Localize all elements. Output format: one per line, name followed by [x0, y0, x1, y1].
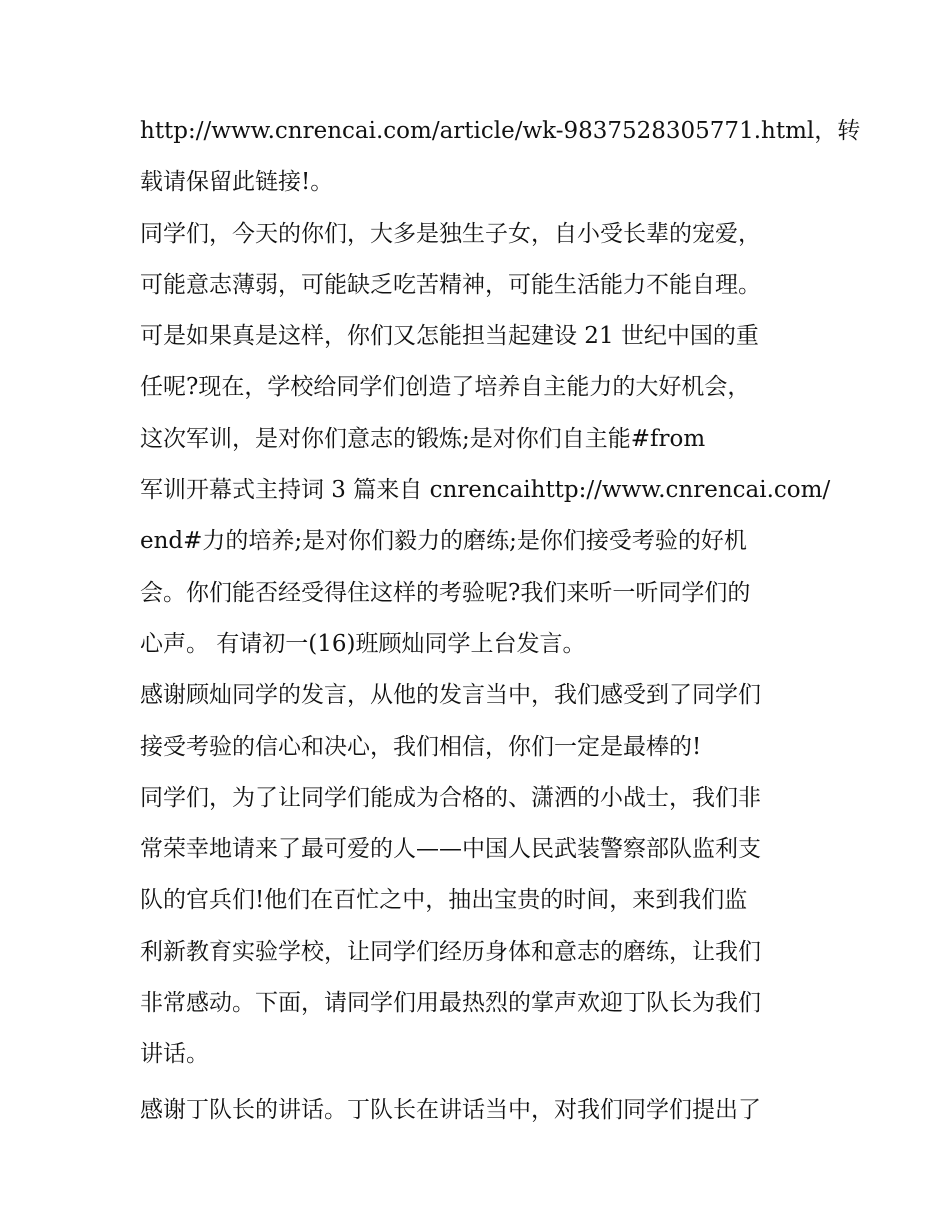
text-line: 载请保留此链接!。 [140, 169, 334, 196]
text-line: 讲话。 [140, 1041, 209, 1068]
text-line: 感谢顾灿同学的发言，从他的发言当中，我们感受到了同学们 [140, 682, 761, 709]
text-line: 队的官兵们!他们在百忙之中，抽出宝贵的时间，来到我们监 [140, 887, 748, 914]
text-line: 非常感动。下面，请同学们用最热烈的掌声欢迎丁队长为我们 [140, 990, 761, 1017]
text-line: 军训开幕式主持词 3 篇来自 cnrencaihttp://www.cnrencai.com/ [140, 477, 831, 504]
text-line: end#力的培养;是对你们毅力的磨练;是你们接受考验的好机 [140, 528, 747, 555]
text-line: 感谢丁队长的讲话。丁队长在讲话当中，对我们同学们提出了 [140, 1096, 761, 1123]
text-line: 任呢?现在，学校给同学们创造了培养自主能力的大好机会， [140, 374, 751, 401]
text-line: 同学们，今天的你们，大多是独生子女，自小受长辈的宠爱， [140, 220, 761, 247]
text-line: 利新教育实验学校，让同学们经历身体和意志的磨练，让我们 [140, 938, 761, 965]
document-body [140, 106, 861, 1136]
text-line: 常荣幸地请来了最可爱的人——中国人民武装警察部队监利支 [140, 836, 761, 863]
text-line: 接受考验的信心和决心，我们相信，你们一定是最棒的! [140, 733, 702, 760]
text-line: http://www.cnrencai.com/article/wk-9837528305771.html，转 [140, 118, 861, 144]
text-line: 可是如果真是这样，你们又怎能担当起建设 21 世纪中国的重 [140, 323, 759, 350]
text-line: 同学们，为了让同学们能成为合格的、潇洒的小战士，我们非 [140, 784, 761, 811]
text-line: 可能意志薄弱，可能缺乏吃苦精神，可能生活能力不能自理。 [140, 271, 761, 298]
text-line: 这次军训，是对你们意志的锻炼;是对你们自主能#from [140, 425, 706, 452]
text-line: 心声。 有请初一(16)班顾灿同学上台发言。 [140, 630, 586, 657]
text-line: 会。你们能否经受得住这样的考验呢?我们来听一听同学们的 [140, 579, 751, 606]
